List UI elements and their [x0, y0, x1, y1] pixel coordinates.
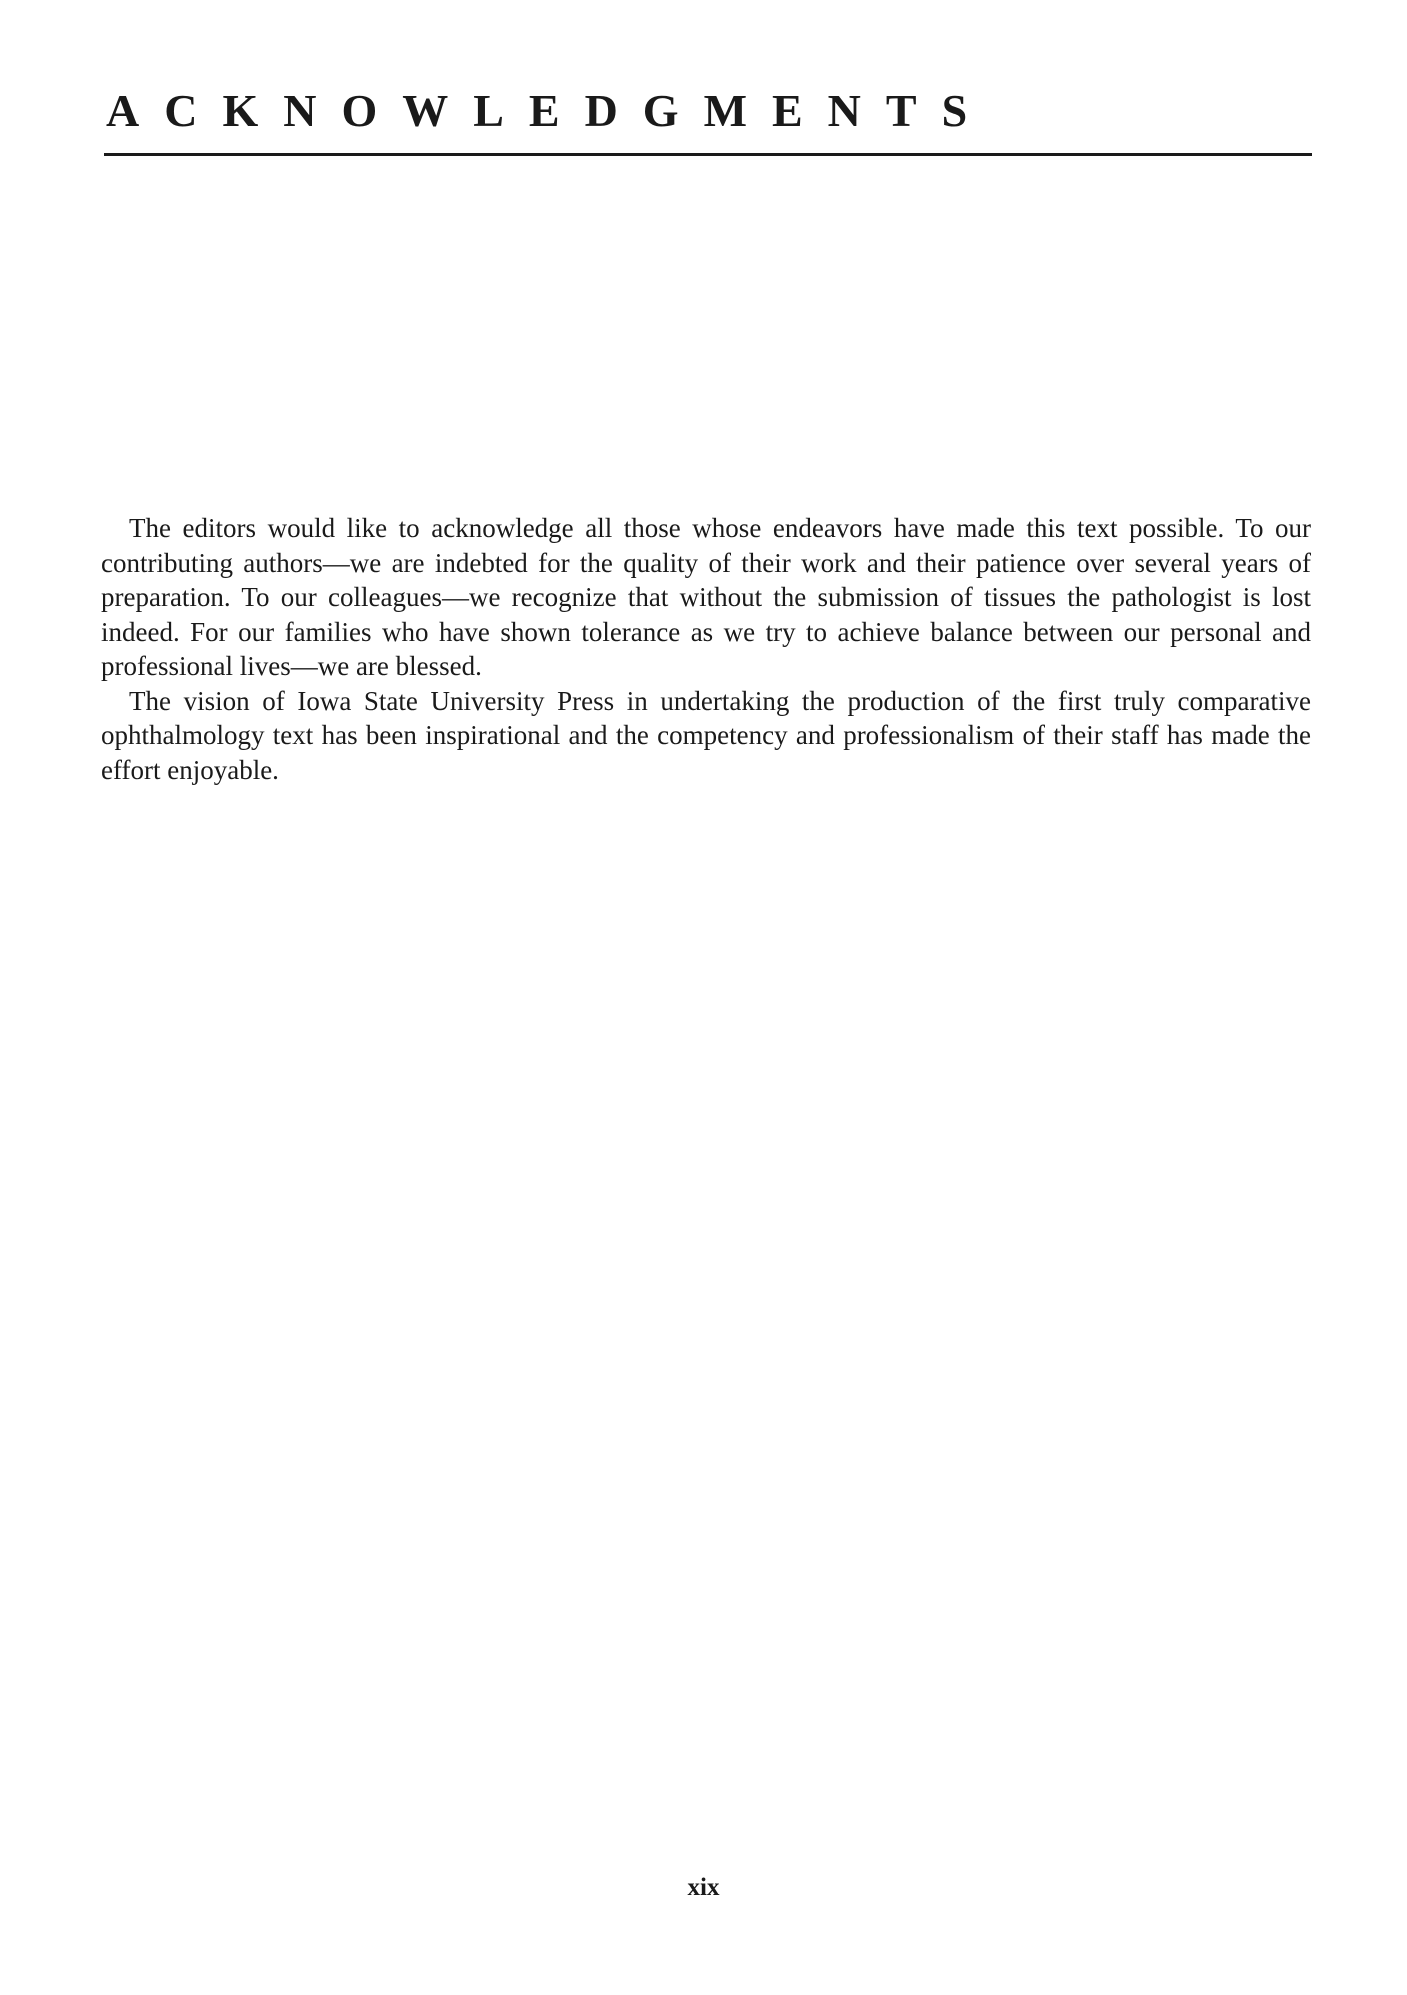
paragraph-1: The editors would like to acknowledge all those whose endeavors have made this text possible. To our contributing authors—we are indebted for the quality of their work and their patience over several years of preparation. To our colleagues—we recognize that without the submission of tissues the pathologist is lost indeed. For our families who have shown tolerance as we try to achieve balance between our personal and professional lives—we are blessed.: [101, 513, 1311, 681]
page-heading: ACKNOWLEDGMENTS: [106, 85, 993, 136]
acknowledgments-body: [101, 511, 1311, 787]
page-number: xix: [687, 1874, 720, 1901]
heading-rule: [104, 153, 1312, 156]
paragraph-2: The vision of Iowa State University Press in undertaking the production of the first truly comparative ophthalmology text has been inspirational and the competency and professionalism of their staff has made the effort enjoyable.: [101, 685, 1311, 785]
